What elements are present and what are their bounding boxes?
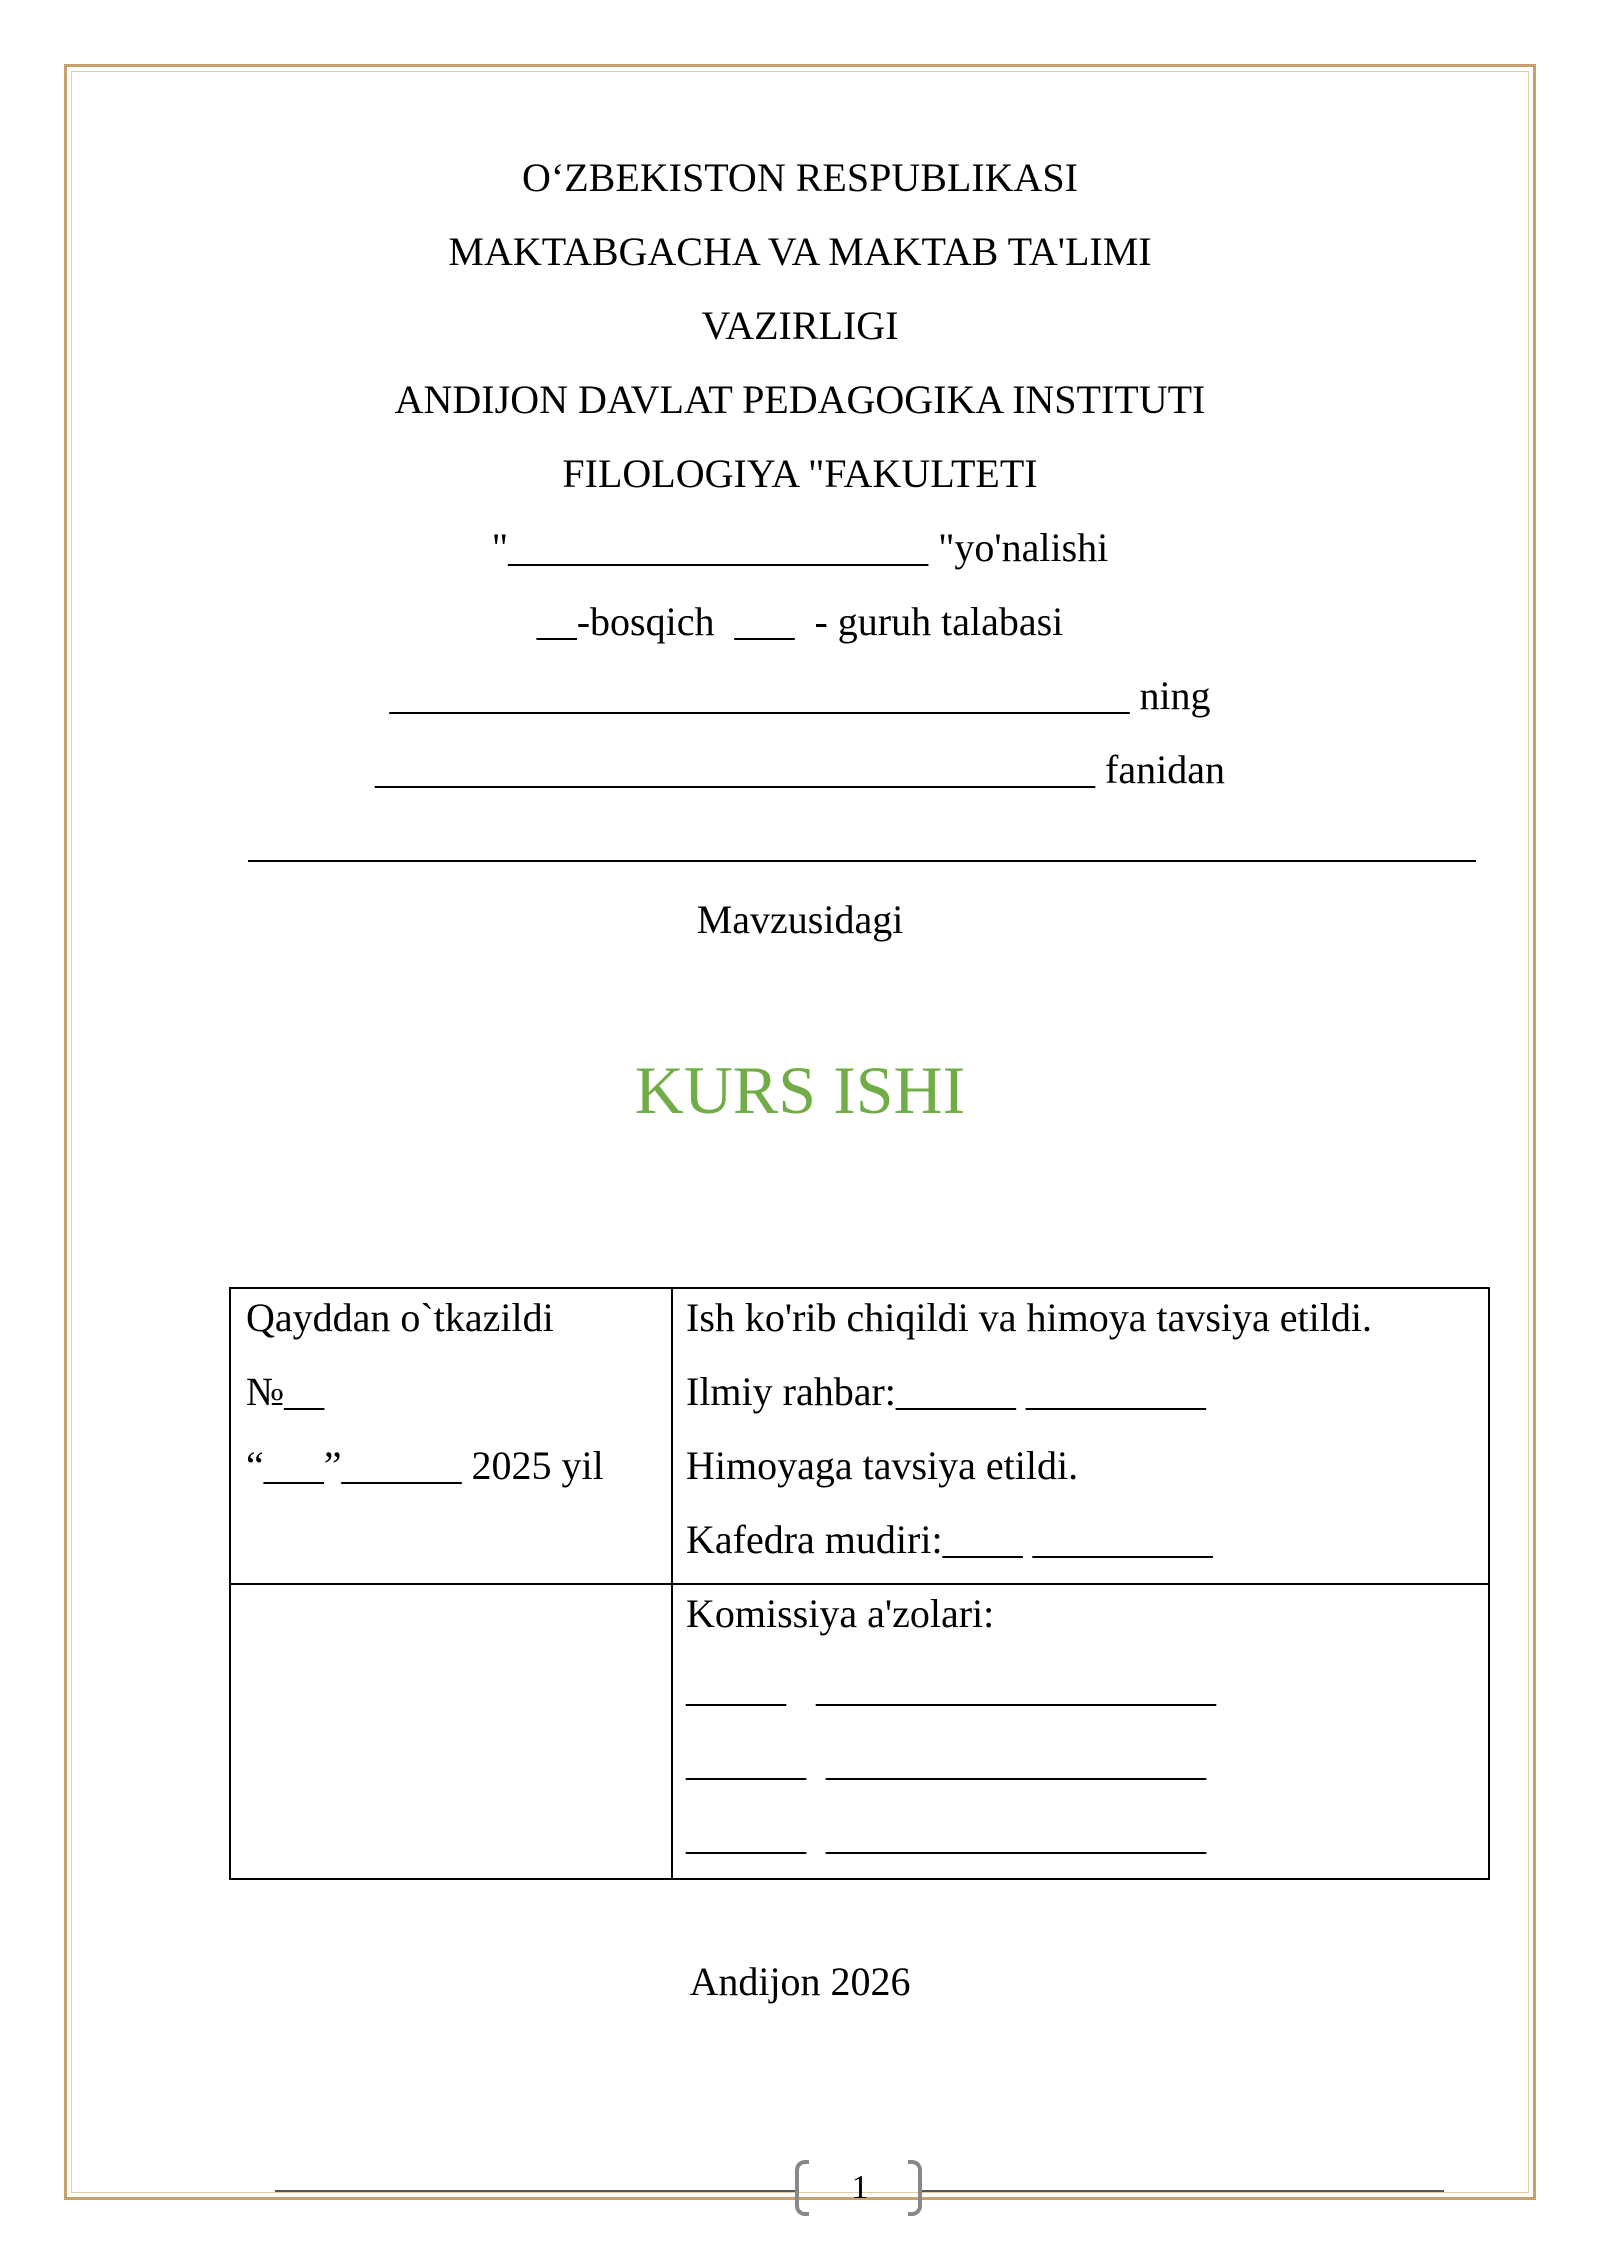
header-line-ministry: MAKTABGACHA VA MAKTAB TA'LIMI xyxy=(448,229,1152,274)
supervisor-field: Ilmiy rahbar:______ _________ xyxy=(686,1369,1206,1414)
student-name-field: _____________________________________ ning xyxy=(389,673,1211,718)
direction-field: "_____________________ "yo'nalishi xyxy=(491,525,1109,570)
place-year: Andijon 2026 xyxy=(689,1959,911,2004)
course-group-field: __-bosqich ___ - guruh talabasi xyxy=(536,599,1064,644)
registration-date: “___”______ 2025 yil xyxy=(246,1443,604,1488)
registration-number: №__ xyxy=(246,1369,325,1414)
document-title: KURS ISHI xyxy=(634,1052,966,1128)
page-number: 1 xyxy=(851,2169,869,2206)
defense-recommended: Himoyaga tavsiya etildi. xyxy=(686,1443,1079,1488)
commission-member-1: _____ ____________________ xyxy=(686,1665,1216,1710)
footer-rule-right xyxy=(922,2190,1444,2192)
approval-table xyxy=(229,1287,1490,1880)
head-of-department-field: Kafedra mudiri:____ _________ xyxy=(686,1517,1213,1562)
review-recommended: Ish ko'rib chiqildi va himoya tavsiya etildi. xyxy=(686,1295,1372,1340)
table-row-divider xyxy=(231,1583,1488,1585)
registration-label: Qayddan o`tkazildi xyxy=(246,1295,554,1340)
commission-member-3: ______ ___________________ xyxy=(686,1813,1206,1858)
header-line-republic: O‘ZBEKISTON RESPUBLIKASI xyxy=(522,155,1078,200)
subject-field: ____________________________________ fanidan xyxy=(375,747,1225,792)
header-line-ministry-cont: VAZIRLIGI xyxy=(701,303,899,348)
header-line-faculty: FILOLOGIYA "FAKULTETI xyxy=(562,451,1038,496)
header-line-institute: ANDIJON DAVLAT PEDAGOGIKA INSTITUTI xyxy=(394,377,1206,422)
commission-member-2: ______ ___________________ xyxy=(686,1739,1206,1784)
topic-label: Mavzusidagi xyxy=(696,897,904,942)
topic-line xyxy=(248,860,1476,862)
footer-rule-left xyxy=(275,2190,795,2192)
commission-label: Komissiya a'zolari: xyxy=(686,1591,995,1636)
